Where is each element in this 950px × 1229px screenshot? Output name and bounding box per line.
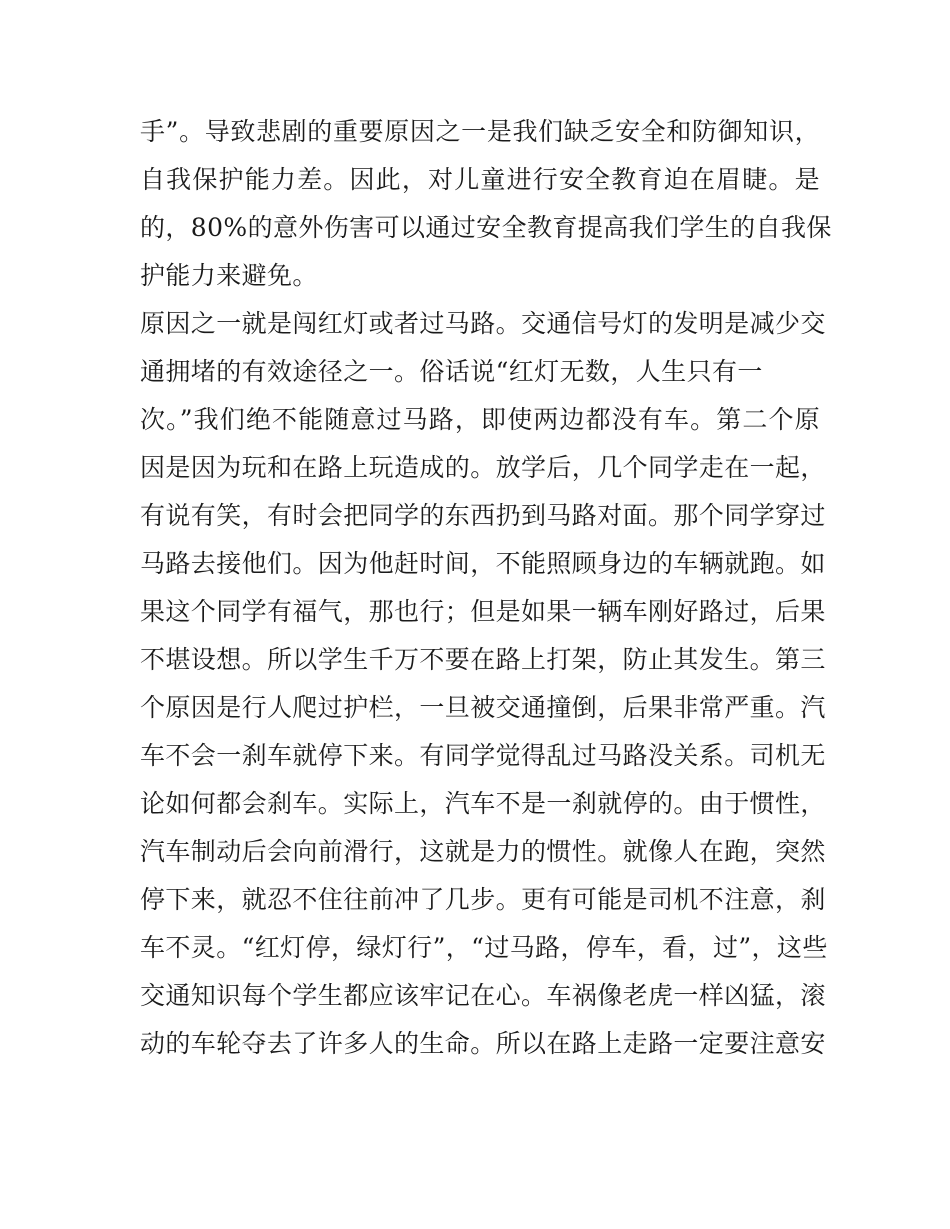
text-line: 汽车制动后会向前滑行，这就是力的惯性。就像人在跑，突然 (140, 837, 826, 866)
text-line: 通拥堵的有效途径之一。俗话说“红灯无数，人生只有一 (140, 357, 763, 386)
text-line: 原因之一就是闯红灯或者过马路。交通信号灯的发明是减少交 (140, 309, 826, 338)
text-line: 车不灵。“红灯停，绿灯行”，“过马路，停车，看，过”，这些 (140, 933, 828, 962)
text-line: 车不会一刹车就停下来。有同学觉得乱过马路没关系。司机无 (140, 741, 826, 770)
text-line: 个原因是行人爬过护栏，一旦被交通撞倒，后果非常严重。汽 (140, 693, 826, 722)
text-line: 次。”我们绝不能随意过马路，即使两边都没有车。第二个原 (140, 405, 820, 434)
text-line: 马路去接他们。因为他赶时间，不能照顾身边的车辆就跑。如 (140, 549, 826, 578)
text-line: 果这个同学有福气，那也行；但是如果一辆车刚好路过，后果 (140, 597, 826, 626)
body-text (140, 108, 832, 1068)
text-line: 停下来，就忍不住往前冲了几步。更有可能是司机不注意，刹 (140, 885, 826, 914)
text-line: 论如何都会刹车。实际上，汽车不是一刹就停的。由于惯性， (140, 789, 826, 818)
text-line: 不堪设想。所以学生千万不要在路上打架，防止其发生。第三 (140, 645, 826, 674)
text-line: 动的车轮夺去了许多人的生命。所以在路上走路一定要注意安 (140, 1029, 826, 1058)
text-line: 自我保护能力差。因此，对儿童进行安全教育迫在眉睫。是 (140, 165, 820, 194)
text-line: 有说有笑，有时会把同学的东西扔到马路对面。那个同学穿过 (140, 501, 826, 530)
text-line: 的，80%的意外伤害可以通过安全教育提高我们学生的自我保 (140, 213, 832, 242)
text-line: 护能力来避免。 (140, 261, 318, 290)
text-line: 交通知识每个学生都应该牢记在心。车祸像老虎一样凶猛，滚 (140, 981, 826, 1010)
text-line: 手”。导致悲剧的重要原因之一是我们缺乏安全和防御知识， (140, 117, 820, 146)
text-line: 因是因为玩和在路上玩造成的。放学后，几个同学走在一起， (140, 453, 826, 482)
